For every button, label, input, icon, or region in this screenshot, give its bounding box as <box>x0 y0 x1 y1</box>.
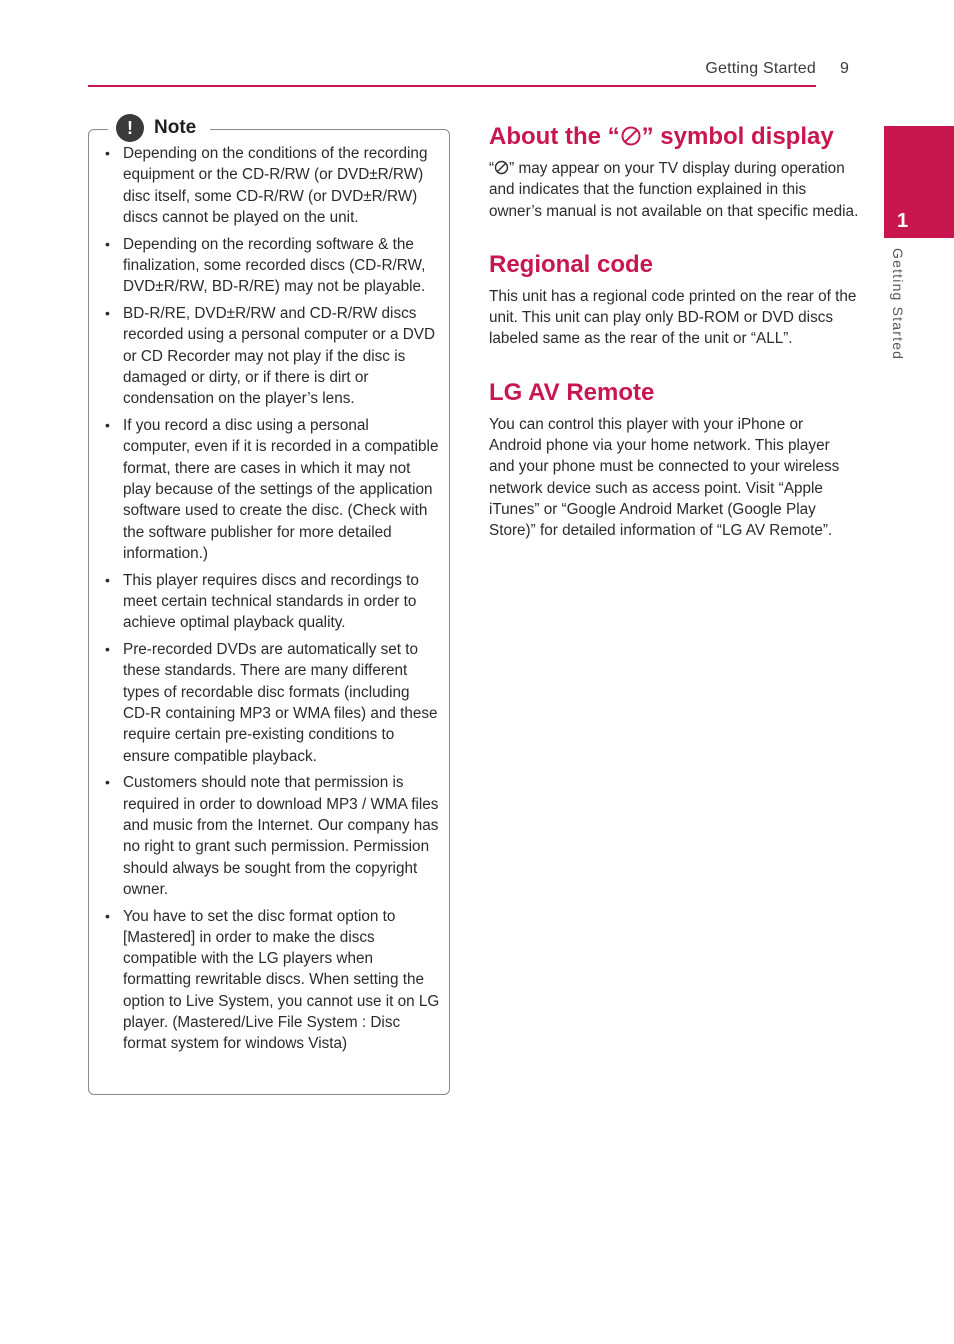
note-item: • Depending on the conditions of the recording equipment or the CD-R/RW (or DVD±R/RW) disc itself, some CD-R/RW (or DVD±R/RW) discs cannot be played on the unit. <box>104 143 440 228</box>
note-title: Note <box>154 117 197 138</box>
note-item: • You have to set the disc format option to [Mastered] in order to make the discs compatible with the LG players when formatting rewritable discs. When setting the option to Live System, you cannot use it on LG player. (Mastered/Live File System : Disc format system for windows Vista) <box>104 906 440 1055</box>
remote-section-body: You can control this player with your iPhone or Android phone via your home network. This player and your phone must be connected to your wireless network device such as access point. Visit “Apple iTunes” or “Google Android Market (Google Play Store)” for detailed information of “LG AV Remote”. <box>489 415 840 540</box>
header-rule <box>88 85 816 87</box>
note-item: • This player requires discs and recordings to meet certain technical standards in order to achieve optimal playback quality. <box>104 570 440 634</box>
symbol-title-before: About the “ <box>489 123 620 150</box>
note-item: • Customers should note that permission is required in order to download MP3 / WMA files and music from the Internet. Our company has no right to grant such permission. Permission should always be sought from the copyright owner. <box>104 772 440 900</box>
note-item: • BD-R/RE, DVD±R/RW and CD-R/RW discs recorded using a personal computer or a DVD or CD Recorder may not play if the disc is damaged or dirty, or if there is dirt or condensation on the player’s lens. <box>104 303 440 409</box>
note-item: • If you record a disc using a personal computer, even if it is recorded in a compatible format, there are cases in which it may not play because of the settings of the application software used to create the disc. (Check with the software publisher for more detailed information.) <box>104 415 440 564</box>
remote-section-title: LG AV Remote <box>489 378 655 406</box>
prohibited-symbol-icon <box>494 160 509 175</box>
chapter-side-label: Getting Started <box>890 248 906 361</box>
regional-section-title: Regional code <box>489 250 654 278</box>
chapter-tab <box>884 126 954 238</box>
symbol-body-after: ” may appear on your TV display during operation and indicates that the function explained in this owner’s manual is not available on that specific media. <box>489 160 859 220</box>
note-item: • Pre-recorded DVDs are automatically set to these standards. There are many different types of recordable disc formats (including CD-R containing MP3 or WMA files) and these require certain pre-existing conditions to ensure compatible playback. <box>104 639 440 767</box>
symbol-title-after: ” symbol display <box>641 123 834 150</box>
exclamation-icon: ! <box>116 114 144 142</box>
right-column <box>489 120 859 542</box>
symbol-body-before: “ <box>489 160 495 177</box>
header-section-title: Getting Started <box>705 60 816 77</box>
prohibited-symbol-icon <box>620 125 642 147</box>
page-number: 9 <box>840 60 849 77</box>
chapter-number: 1 <box>897 210 909 232</box>
symbol-section-title <box>489 120 859 154</box>
symbol-section-body <box>489 158 859 222</box>
note-heading <box>108 114 210 142</box>
regional-section-body: This unit has a regional code printed on the rear of the unit. This unit can play only BD-ROM or DVD discs labeled same as the rear of the unit or “ALL”. <box>489 287 857 348</box>
note-item: • Depending on the recording software & the finalization, some recorded discs (CD-R/RW, DVD±R/RW, BD-R/RE) may not be playable. <box>104 234 440 298</box>
note-list <box>104 143 440 1060</box>
